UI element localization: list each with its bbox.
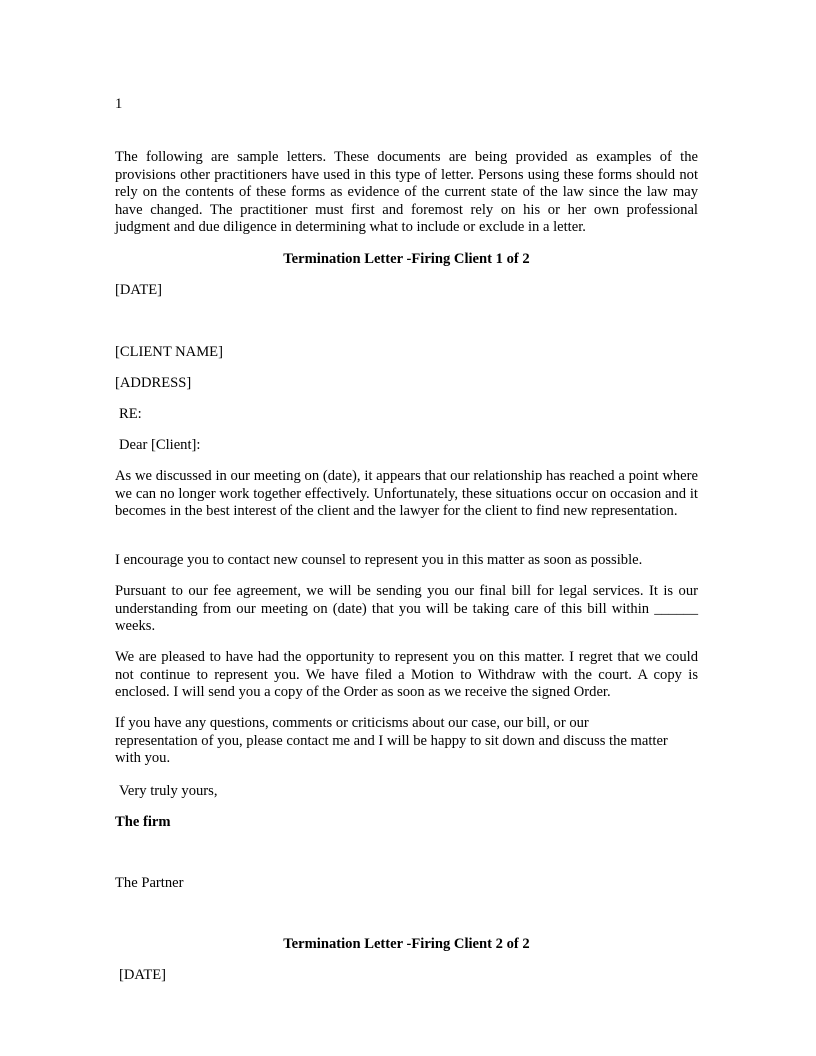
- letter-1-date: [DATE]: [115, 282, 163, 298]
- salutation: Dear [Client]:: [119, 437, 201, 453]
- body-paragraph-1: As we discussed in our meeting on (date), it appears that our relationship has reached a point where we can no longer work together effectively. Unfortunately, these situations occur on occasion and it becomes in the best interest of the client and the lawyer for the client to find new representation.: [115, 468, 698, 520]
- firm-name: The firm: [115, 814, 171, 830]
- closing: Very truly yours,: [119, 783, 218, 799]
- disclaimer-paragraph: The following are sample letters. These documents are being provided as examples of the provisions other practitioners have used in this type of letter. Persons using these forms should not rely on the contents of these forms as evidence of the current state of the law since the law may have changed. The practitioner must first and foremost rely on his or her own professional judgment and due diligence in determining what to include or exclude in a letter.: [115, 149, 698, 236]
- page-number: 1: [115, 96, 123, 112]
- body-paragraph-2: I encourage you to contact new counsel to represent you in this matter as soon as possible.: [115, 552, 643, 568]
- body-paragraph-5: If you have any questions, comments or criticisms about our case, our bill, or our representation of you, please contact me and I will be happy to sit down and discuss the matter with you.: [115, 715, 668, 767]
- letter-2-date: [DATE]: [119, 967, 167, 983]
- signer-name: The Partner: [115, 875, 184, 891]
- re-line: RE:: [119, 406, 142, 422]
- client-address: [ADDRESS]: [115, 375, 192, 391]
- body-paragraph-4: We are pleased to have had the opportunity to represent you on this matter. I regret that we could not continue to represent you. We have filed a Motion to Withdraw with the court. A copy is enclosed. I will send you a copy of the Order as soon as we receive the signed Order.: [115, 649, 698, 701]
- body-paragraph-3: Pursuant to our fee agreement, we will be sending you our final bill for legal services. It is our understanding from our meeting on (date) that you will be taking care of this bill within ______ weeks.: [115, 583, 698, 635]
- client-name: [CLIENT NAME]: [115, 344, 223, 360]
- letter-1-title: Termination Letter -Firing Client 1 of 2: [283, 251, 530, 267]
- letter-2-title: Termination Letter -Firing Client 2 of 2: [283, 936, 530, 952]
